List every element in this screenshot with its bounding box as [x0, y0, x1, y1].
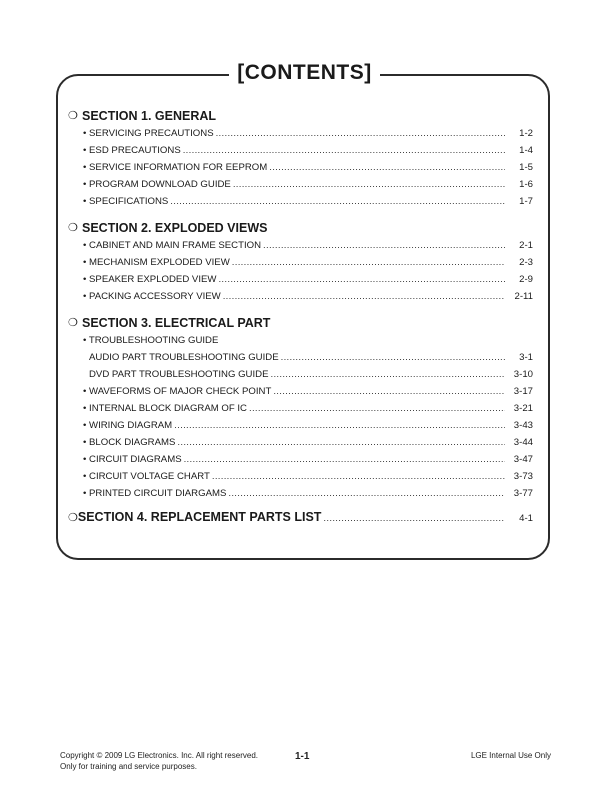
troubleshooting-label: • TROUBLESHOOTING GUIDE [83, 335, 219, 346]
toc-page: 3-47 [513, 454, 533, 465]
toc-page: 3-73 [513, 471, 533, 482]
section-heading [68, 219, 533, 237]
toc-entry[interactable] [68, 383, 533, 400]
dot-leader [281, 349, 505, 366]
circle-bullet-icon: ❍ [68, 110, 78, 122]
toc-label: • PROGRAM DOWNLOAD GUIDE [83, 179, 231, 190]
section-4-title: SECTION 4. REPLACEMENT PARTS LIST [77, 510, 322, 524]
dot-leader [218, 271, 505, 288]
toc-page: 3-77 [513, 488, 533, 499]
dot-leader [184, 451, 505, 468]
toc-entry[interactable] [68, 434, 533, 451]
dot-leader [323, 510, 505, 528]
title-wrap [0, 58, 609, 88]
toc-entry[interactable] [68, 417, 533, 434]
toc-page: 4-1 [519, 513, 533, 524]
toc-entry[interactable] [68, 468, 533, 485]
toc-label: • MECHANISM EXPLODED VIEW [83, 257, 230, 268]
toc-page: 1-7 [519, 196, 533, 207]
dot-leader [249, 400, 505, 417]
dot-leader [170, 193, 505, 210]
dot-leader [269, 159, 505, 176]
footer-left [60, 750, 258, 772]
toc-entry[interactable] [68, 349, 533, 366]
toc-label: • SERVICE INFORMATION FOR EEPROM [83, 162, 268, 173]
toc-entry[interactable] [68, 176, 533, 193]
toc-page: 1-2 [519, 128, 533, 139]
toc-label: • CABINET AND MAIN FRAME SECTION [83, 240, 262, 251]
section-1 [68, 107, 533, 210]
toc-label: • SERVICING PRECAUTIONS [83, 128, 214, 139]
dot-leader [232, 254, 505, 271]
circle-bullet-icon: ❍ [68, 512, 78, 524]
toc-page: 1-4 [519, 145, 533, 156]
toc-page: 2-3 [519, 257, 533, 268]
toc-entry[interactable] [68, 125, 533, 142]
toc-label: • ESD PRECAUTIONS [83, 145, 181, 156]
toc-entry[interactable] [68, 142, 533, 159]
dot-leader [223, 288, 505, 305]
section-3-title: SECTION 3. ELECTRICAL PART [82, 316, 271, 330]
toc-entry[interactable] [68, 254, 533, 271]
toc-entry[interactable] [68, 400, 533, 417]
toc-label: DVD PART TROUBLESHOOTING GUIDE [89, 369, 269, 380]
section-1-title: SECTION 1. GENERAL [82, 109, 217, 123]
toc-entry[interactable] [68, 193, 533, 210]
toc-entry[interactable] [68, 366, 533, 383]
toc-entry[interactable] [68, 237, 533, 254]
footer-page-number: 1-1 [295, 751, 310, 762]
circle-bullet-icon: ❍ [68, 222, 78, 234]
toc-label: • SPECIFICATIONS [83, 196, 169, 207]
toc-label: • BLOCK DIAGRAMS [83, 437, 176, 448]
toc-page: 1-5 [519, 162, 533, 173]
toc-label: • CIRCUIT VOLTAGE CHART [83, 471, 210, 482]
section-4 [68, 508, 533, 526]
toc-label: AUDIO PART TROUBLESHOOTING GUIDE [89, 352, 279, 363]
section-2 [68, 219, 533, 305]
toc-label: • WIRING DIAGRAM [83, 420, 173, 431]
dot-leader [270, 366, 505, 383]
toc-entry[interactable] [68, 271, 533, 288]
toc-page: 3-17 [513, 386, 533, 397]
toc-page: 3-1 [519, 352, 533, 363]
toc-label: • SPEAKER EXPLODED VIEW [83, 274, 217, 285]
dot-leader [233, 176, 505, 193]
toc-group-label [68, 332, 533, 349]
section-heading [68, 107, 533, 125]
toc-page: 2-11 [514, 291, 533, 302]
toc-label: • PRINTED CIRCUIT DIARGAMS [83, 488, 227, 499]
usage-text: Only for training and service purposes. [60, 762, 197, 771]
dot-leader [228, 485, 505, 502]
circle-bullet-icon: ❍ [68, 317, 78, 329]
toc-page: 3-43 [513, 420, 533, 431]
toc-entry[interactable] [68, 288, 533, 305]
toc-label: • CIRCUIT DIAGRAMS [83, 454, 182, 465]
toc-page: 2-1 [519, 240, 533, 251]
footer-internal: LGE Internal Use Only [470, 751, 551, 760]
toc-label: • PACKING ACCESSORY VIEW [83, 291, 221, 302]
section-heading [68, 314, 533, 332]
toc-label: • WAVEFORMS OF MAJOR CHECK POINT [83, 386, 272, 397]
toc-entry[interactable] [68, 451, 533, 468]
dot-leader [183, 142, 505, 159]
page-title: [CONTENTS] [229, 58, 380, 88]
toc-label: • INTERNAL BLOCK DIAGRAM OF IC [83, 403, 247, 414]
toc-page: 3-21 [513, 403, 533, 414]
dot-leader [174, 417, 505, 434]
toc-page: 2-9 [519, 274, 533, 285]
toc-page: 3-44 [513, 437, 533, 448]
section-2-title: SECTION 2. EXPLODED VIEWS [82, 221, 268, 235]
copyright-text: Copyright © 2009 LG Electronics. Inc. All right reserved. [60, 751, 258, 760]
section-3 [68, 314, 533, 502]
toc-entry[interactable] [68, 159, 533, 176]
toc-entry[interactable] [68, 508, 533, 526]
dot-leader [273, 383, 505, 400]
toc-page: 3-10 [513, 369, 533, 380]
toc-entry[interactable] [68, 485, 533, 502]
dot-leader [212, 468, 505, 485]
dot-leader [177, 434, 505, 451]
dot-leader [216, 125, 505, 142]
toc-page: 1-6 [519, 179, 533, 190]
dot-leader [263, 237, 505, 254]
